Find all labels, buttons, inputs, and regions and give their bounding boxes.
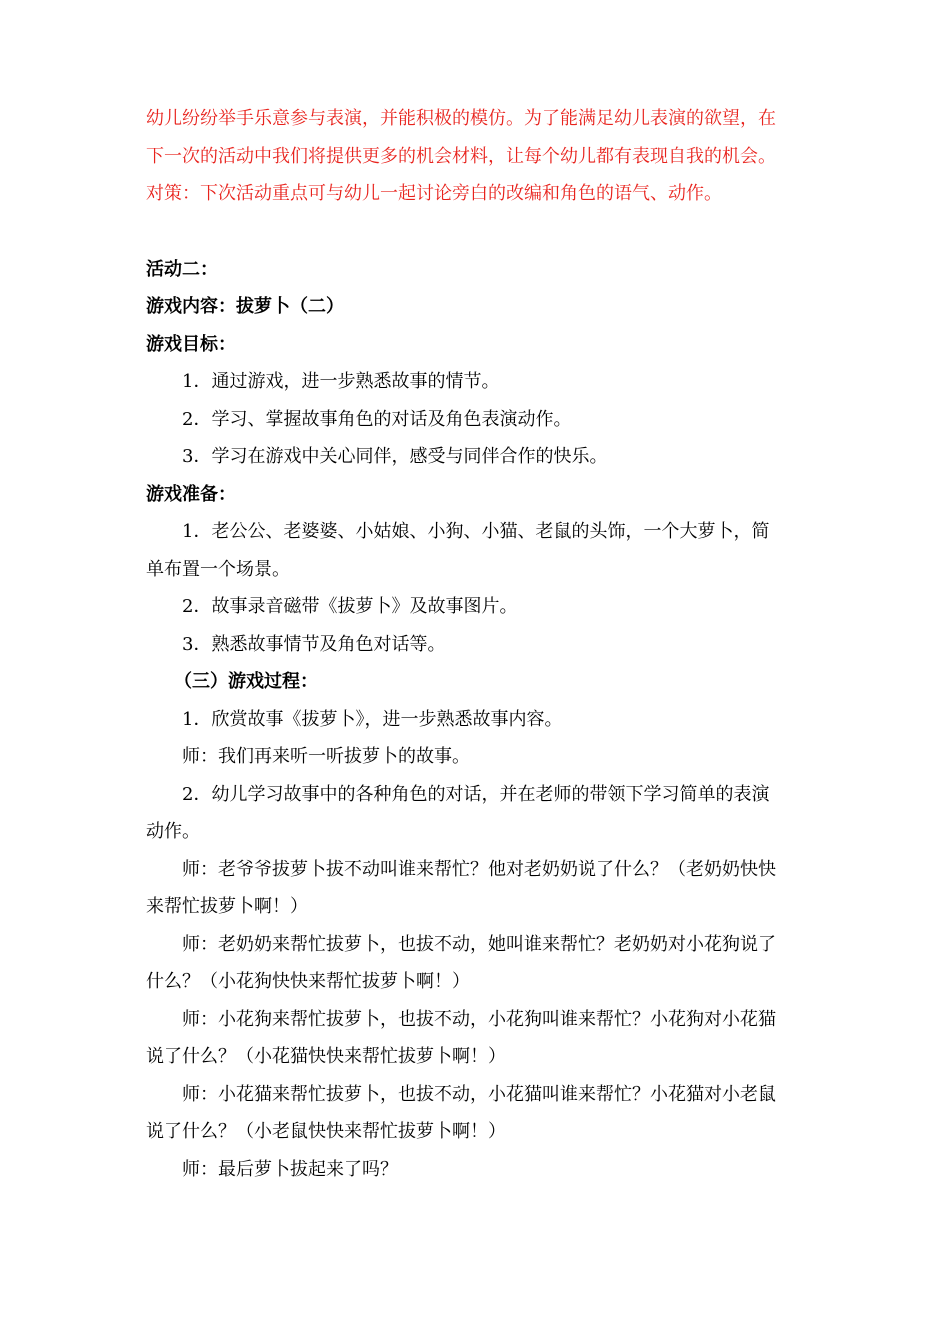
game-goals-label: 游戏目标：: [146, 333, 236, 355]
red-paragraph: [146, 100, 816, 213]
process-step-1: 1．欣赏故事《拔萝卜》，进一步熟悉故事内容。: [182, 708, 563, 730]
game-content-label: 游戏内容：拔萝卜（二）: [146, 296, 344, 317]
process-step-2-line-1: 2．幼儿学习故事中的各种角色的对话，并在老师的带领下学习简单的表演: [182, 783, 770, 805]
game-process-label: （三）游戏过程：: [174, 671, 318, 692]
teacher-question-2-line-1: 师：老奶奶来帮忙拔萝卜，也拔不动，她叫谁来帮忙？老奶奶对小花狗说了: [182, 933, 776, 955]
teacher-question-1-line-2: 来帮忙拔萝卜啊！）: [146, 896, 308, 917]
prep-item-1-line-2: 单布置一个场景。: [146, 558, 290, 580]
process-step-1-teacher: 师：我们再来听一听拔萝卜的故事。: [182, 746, 470, 767]
prep-item-2: 2．故事录音磁带《拔萝卜》及故事图片。: [182, 596, 518, 617]
prep-item-1-line-1: 1．老公公、老婆婆、小姑娘、小狗、小猫、老鼠的头饰，一个大萝卜，简: [182, 521, 770, 542]
teacher-question-4-line-2: 说了什么？（小老鼠快快来帮忙拔萝卜啊！）: [146, 1121, 506, 1142]
document-body: [146, 100, 816, 1188]
teacher-question-3-line-2: 说了什么？（小花猫快快来帮忙拔萝卜啊！）: [146, 1046, 506, 1067]
teacher-question-5: 师：最后萝卜拔起来了吗？: [182, 1158, 398, 1180]
red-line-2: 下一次的活动中我们将提供更多的机会材料，让每个幼儿都有表现自我的机会。: [146, 145, 776, 167]
goal-item-2: 2．学习、掌握故事角色的对话及角色表演动作。: [182, 408, 572, 430]
red-line-3: 对策：下次活动重点可与幼儿一起讨论旁白的改编和角色的语气、动作。: [146, 183, 722, 204]
prep-item-3: 3．熟悉故事情节及角色对话等。: [182, 633, 446, 655]
goal-item-3: 3．学习在游戏中关心同伴，感受与同伴合作的快乐。: [182, 446, 608, 467]
game-prep-label: 游戏准备：: [146, 483, 236, 505]
teacher-question-1-line-1: 师：老爷爷拔萝卜拔不动叫谁来帮忙？他对老奶奶说了什么？（老奶奶快快: [182, 858, 776, 880]
red-line-1: 幼儿纷纷举手乐意参与表演，并能积极的模仿。为了能满足幼儿表演的欲望，在: [146, 108, 776, 129]
teacher-question-3-line-1: 师：小花狗来帮忙拔萝卜，也拔不动，小花狗叫谁来帮忙？小花狗对小花猫: [182, 1008, 776, 1030]
teacher-question-2-line-2: 什么？（小花狗快快来帮忙拔萝卜啊！）: [146, 971, 470, 992]
process-step-2-line-2: 动作。: [146, 821, 200, 842]
goal-item-1: 1．通过游戏，进一步熟悉故事的情节。: [182, 371, 500, 392]
activity-heading: 活动二：: [146, 258, 218, 280]
teacher-question-4-line-1: 师：小花猫来帮忙拔萝卜，也拔不动，小花猫叫谁来帮忙？小花猫对小老鼠: [182, 1083, 776, 1105]
spacer: [146, 213, 816, 251]
